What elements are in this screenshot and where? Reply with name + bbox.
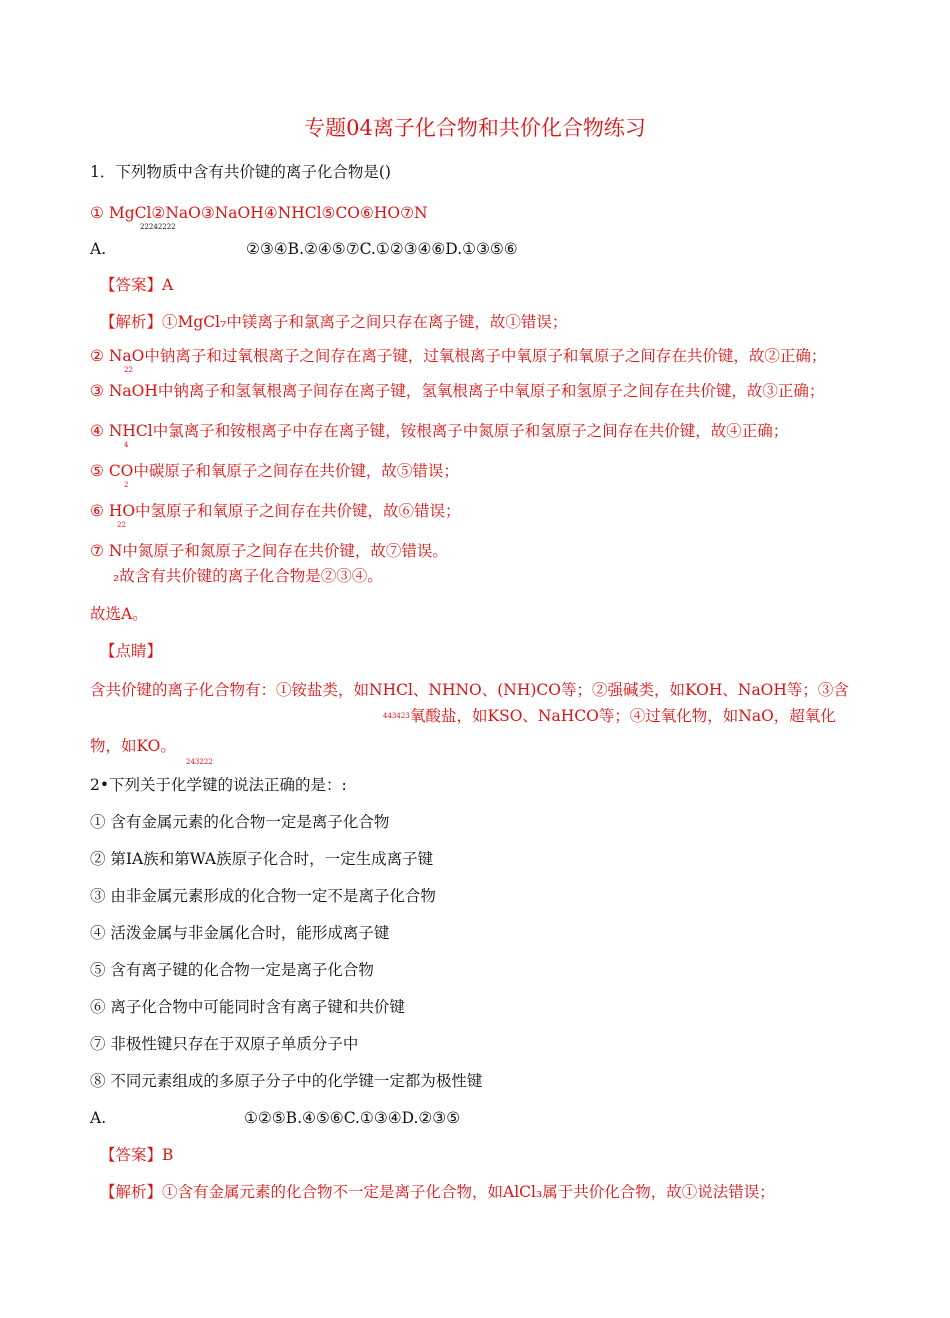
q1-analysis-6: ⑥ HO中氢原子和氧原子之间存在共价键，故⑥错误；: [90, 502, 461, 520]
q2-item-1: ① 含有金属元素的化合物一定是离子化合物: [90, 813, 390, 831]
q1-analysis-label: 【解析】: [100, 313, 163, 331]
q1-analysis-1: [100, 312, 567, 332]
q1-analysis-2-sub: 22: [124, 366, 133, 374]
q2-analysis-label: 【解析】: [100, 1183, 163, 1201]
q1-answer: 【答案】A: [100, 276, 174, 294]
q2-stem: 2•下列关于化学键的说法正确的是：:: [90, 776, 347, 794]
q1-tip-3-sub: 243222: [186, 758, 213, 766]
q2-item-5: ⑤ 含有离子键的化合物一定是离子化合物: [90, 961, 374, 979]
q2-item-2: ② 第IA族和第WA族原子化合时，一定生成离子键: [90, 850, 434, 868]
q2-options: ①②⑤B.④⑤⑥C.①③④D.②③⑤: [244, 1109, 461, 1127]
q2-item-3: ③ 由非金属元素形成的化合物一定不是离子化合物: [90, 887, 436, 905]
q2-item-4: ④ 活泼金属与非金属化合时，能形成离子键: [90, 924, 390, 942]
q2-answer: 【答案】B: [100, 1146, 174, 1164]
q1-tip-2-sub: 443423: [383, 712, 410, 720]
q1-tip-label: 【点睛】: [100, 642, 163, 660]
q1-analysis-6-sub: 22: [117, 521, 126, 529]
q1-analysis-4: ④ NHCl中氯离子和铵根离子中存在离子键，铵根离子中氮原子和氢原子之间存在共价键，故④正确；: [90, 422, 789, 440]
q2-item-7: ⑦ 非极性键只存在于双原子单质分子中: [90, 1035, 359, 1053]
q1-analysis-text-1: ①MgCl₇中镁离子和氯离子之间只存在离子键，故①错误；: [162, 313, 568, 331]
q2-item-8: ⑧ 不同元素组成的多原子分子中的化学键一定都为极性键: [90, 1072, 483, 1090]
q1-options: ②③④B.②④⑤⑦C.①②③④⑥D.①③⑤⑥: [246, 240, 518, 258]
q1-tip-1: 含共价键的离子化合物有：①铵盐类，如NHCl、NHNO、(NH)CO等；②强碱类，如KOH、NaOH等；③含: [90, 681, 849, 699]
q1-analysis-2: ② NaO中钠离子和过氧根离子之间存在离子键，过氧根离子中氧原子和氧原子之间存在共价键，故②正确；: [90, 347, 827, 365]
q2-option-a-label: A.: [90, 1109, 107, 1127]
q1-option-a-label: A.: [90, 240, 107, 258]
q1-formulas-subscripts: 22242222: [140, 223, 176, 231]
q2-analysis-text-1: ①含有金属元素的化合物不一定是离子化合物，如AlCl₃属于共价化合物，故①说法错误；: [162, 1183, 775, 1201]
q1-tip-2: 氧酸盐，如KSO、NaHCO等；④过氧化物，如NaO，超氧化: [410, 707, 836, 725]
q1-formulas: ① MgCl②NaO③NaOH④NHCl⑤CO⑥HO⑦N: [90, 204, 428, 222]
q1-analysis-8: ₂故含有共价键的离子化合物是②③④。: [113, 567, 383, 585]
q2-item-6: ⑥ 离子化合物中可能同时含有离子键和共价键: [90, 998, 405, 1016]
q1-analysis-7: ⑦ N中氮原子和氮原子之间存在共价键，故⑦错误。: [90, 542, 448, 560]
doc-title: 专题04离子化合物和共价化合物练习: [304, 116, 646, 140]
q1-analysis-4-sub: 4: [124, 441, 129, 449]
q1-analysis-5: ⑤ CO中碳原子和氧原子之间存在共价键，故⑤错误；: [90, 462, 459, 480]
q1-tip-3: 物，如KO。: [90, 737, 176, 755]
q1-conclusion: 故选A。: [90, 605, 148, 623]
q2-analysis-1: [100, 1182, 775, 1202]
q1-analysis-3: ③ NaOH中钠离子和氢氧根离子间存在离子键，氢氧根离子中氧原子和氢原子之间存在共价键，故③正确；: [90, 382, 825, 400]
q1-stem: 1．下列物质中含有共价键的离子化合物是(): [90, 163, 391, 181]
q1-analysis-5-sub: 2: [124, 481, 129, 489]
